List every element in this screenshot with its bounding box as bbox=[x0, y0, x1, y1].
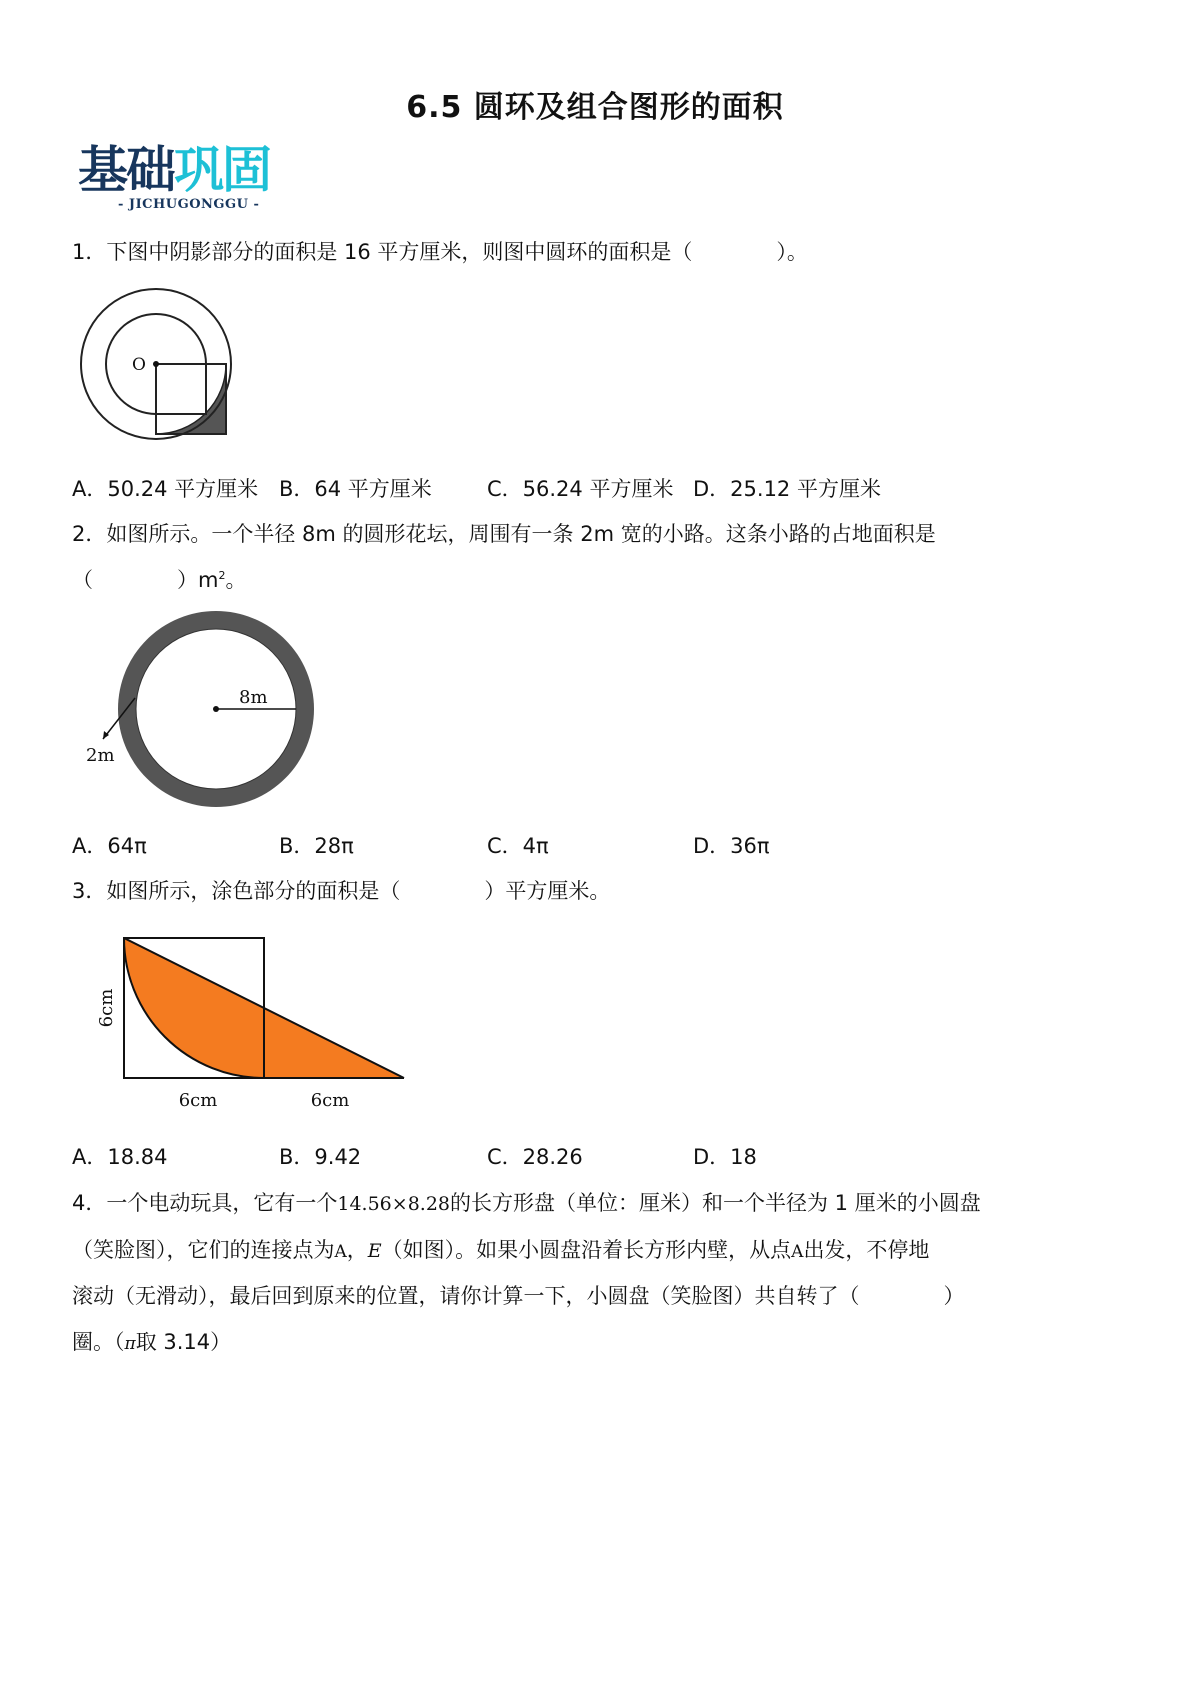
q1-option-c: C．56.24 平方厘米 bbox=[487, 477, 674, 501]
q3-bottom-right-label: 6cm bbox=[310, 1090, 350, 1111]
q4-dimensions: 14.56×8.28 bbox=[337, 1193, 450, 1215]
q1-small-square bbox=[156, 364, 206, 414]
q4-line1 bbox=[72, 1188, 981, 1219]
q2-text-line2-b: 。 bbox=[225, 568, 247, 592]
q3-option-b: B．9.42 bbox=[279, 1145, 362, 1169]
q4-line2-d: 出发，不停地 bbox=[803, 1238, 930, 1262]
q1-option-d: D．25.12 平方厘米 bbox=[693, 477, 881, 501]
q4-line2-c: （如图）。如果小圆盘沿着长方形内壁，从点 bbox=[381, 1238, 792, 1262]
q1-option-a: A．50.24 平方厘米 bbox=[72, 477, 259, 501]
q4-point-a-2: A bbox=[791, 1242, 804, 1262]
badge-text bbox=[78, 142, 294, 198]
q3-figure bbox=[86, 928, 416, 1118]
q4-point-a: A bbox=[334, 1242, 347, 1262]
q4-line4-b: 取 3.14） bbox=[135, 1330, 232, 1354]
q1-center-label: O bbox=[132, 355, 146, 375]
badge-subtitle: - JICHUGONGGU - bbox=[118, 197, 260, 212]
q2-radius-label: 8m bbox=[239, 687, 268, 708]
q2-option-c: C．4π bbox=[487, 834, 549, 858]
section-badge bbox=[78, 142, 294, 216]
q4-pi-symbol: π bbox=[124, 1334, 136, 1354]
q4-line2-b: ， bbox=[346, 1238, 368, 1262]
q4-line1-b: 的长方形盘（单位：厘米）和一个半径为 1 厘米的小圆盘 bbox=[450, 1191, 981, 1215]
q3-option-a: A．18.84 bbox=[72, 1145, 168, 1169]
q4-line1-a: 4．一个电动玩具，它有一个 bbox=[72, 1191, 338, 1215]
q2-option-d: D．36π bbox=[693, 834, 770, 858]
badge-text-part1: 基础 bbox=[78, 141, 174, 199]
q2-option-b: B．28π bbox=[279, 834, 354, 858]
q4-line2-a: （笑脸图），它们的连接点为 bbox=[72, 1238, 335, 1262]
page-title: 6.5 圆环及组合图形的面积 bbox=[406, 90, 784, 125]
q3-option-d: D．18 bbox=[693, 1145, 757, 1169]
q3-side-label: 6cm bbox=[96, 988, 117, 1028]
q1-text: 1．下图中阴影部分的面积是 16 平方厘米，则图中圆环的面积是（ ）。 bbox=[72, 240, 808, 264]
q2-width-label: 2m bbox=[86, 745, 115, 766]
q2-text-line1: 2．如图所示。一个半径 8m 的圆形花坛，周围有一条 2m 宽的小路。这条小路的占地面积是 bbox=[72, 522, 936, 546]
q4-line3: 滚动（无滑动），最后回到原来的位置，请你计算一下，小圆盘（笑脸图）共自转了（ ） bbox=[72, 1284, 965, 1308]
q2-figure bbox=[76, 605, 326, 815]
q4-line2 bbox=[72, 1235, 929, 1267]
q4-point-e: E bbox=[367, 1240, 382, 1262]
q1-center-point bbox=[153, 361, 159, 367]
q1-figure bbox=[74, 286, 234, 446]
q2-text-line2 bbox=[72, 565, 246, 595]
q4-line4-a: 圈。（ bbox=[72, 1330, 125, 1354]
q3-text: 3．如图所示，涂色部分的面积是（ ）平方厘米。 bbox=[72, 879, 611, 903]
q3-bottom-left-label: 6cm bbox=[178, 1090, 218, 1111]
q2-unit-superscript: 2 bbox=[218, 569, 226, 582]
badge-text-part2: 巩固 bbox=[174, 141, 270, 199]
q2-option-a: A．64π bbox=[72, 834, 147, 858]
q1-option-b: B．64 平方厘米 bbox=[279, 477, 432, 501]
q2-text-line2-a: （ ）m bbox=[72, 568, 219, 592]
q4-line4 bbox=[72, 1327, 231, 1359]
q3-option-c: C．28.26 bbox=[487, 1145, 583, 1169]
